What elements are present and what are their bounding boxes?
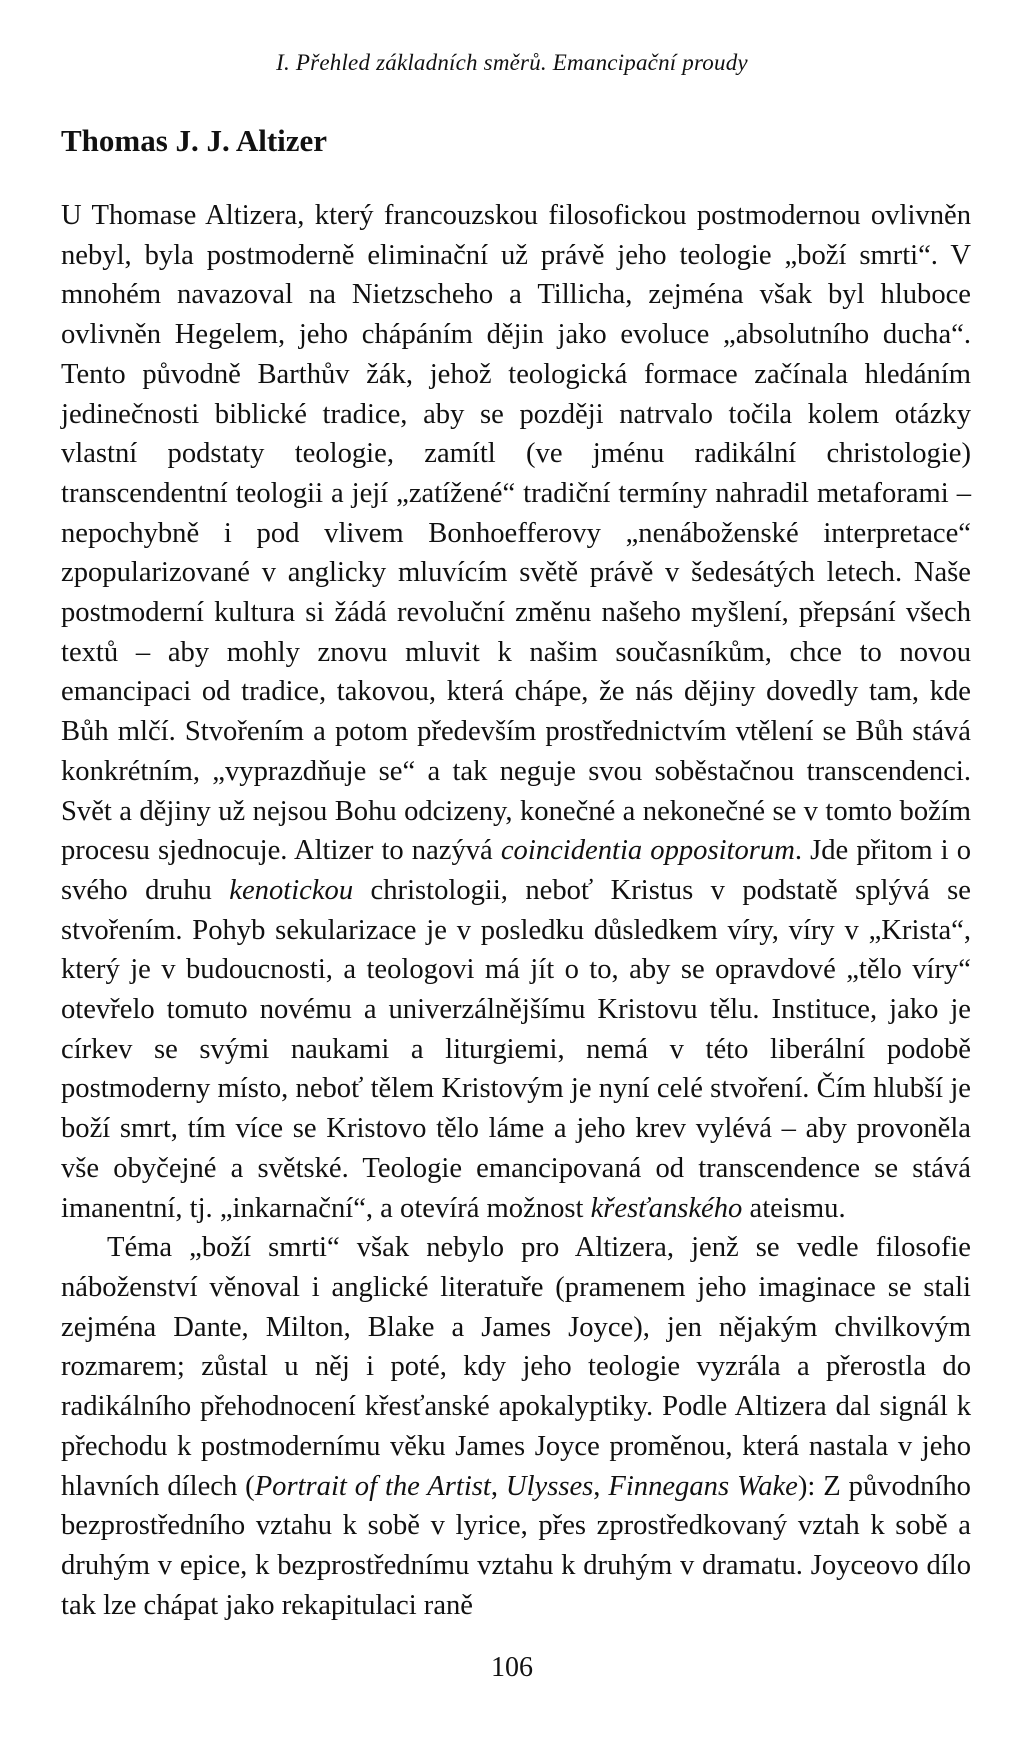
text-run: ateismu. [742,1192,846,1224]
body-text [61,196,971,1625]
section-heading: Thomas J. J. Altizer [61,123,328,158]
text-run: ): Z původního bezprostředního vztahu k sobě v lyrice, přes zprostředkovaný vztah k sobě a druhým v epice, k bezprostřednímu vztahu k druhým v dramatu. Joyceovo dílo tak lze chápat jako rekapitulaci raně [61,1470,971,1621]
text-run-italic: křesťanského [590,1192,743,1224]
text-run: U Thomase Altizera, který francouzskou filosofickou postmodernou ovlivněn nebyl, byla postmoderně eliminační už právě jeho teologie „boží smrti“. V mnohém navazoval na Nietzscheho a Tillicha, zejména však byl hluboce ovlivněn Hegelem, jeho chápáním dějin jako evoluce „absolutního ducha“. Tento původně Barthův žák, jehož teologická formace začínala hledáním jedinečnosti biblické tradice, aby se později natrvalo točila kolem otázky vlastní podstaty teologie, zamítl (ve jménu radikální christologie) transcendentní teologii a její „zatížené“ tradiční termíny nahradil metaforami – nepochybně i pod vlivem Bonhoefferovy „nenáboženské interpretace“ zpopularizované v anglicky mluvícím světě právě v šedesátých letech. Naše postmoderní kultura si žádá revoluční změnu našeho myšlení, přepsání všech textů – aby mohly znovu mluvit k našim současníkům, chce to novou emancipaci od tradice, takovou, která chápe, že nás dějiny dovedly tam, kde Bůh mlčí. Stvořením a potom především prostřednictvím vtělení se Bůh stává konkrétním, „vyprazdňuje se“ a tak neguje svou soběstačnou transcendenci. Svět a dějiny už nejsou Bohu odcizeny, konečné a nekonečné se v tomto božím procesu sjednocuje. Altizer to nazývá [61,200,971,867]
text-run-italic: kenotickou [229,874,354,906]
text-run-italic: Finnegans Wake [608,1470,798,1502]
text-run-italic: Ulysses [505,1470,594,1502]
text-run: , [593,1470,609,1502]
text-run-italic: coincidentia oppositorum [500,835,795,867]
paragraph-2 [61,1228,971,1625]
text-run: Téma „boží smrti“ však nebylo pro Altizera, jenž se vedle filosofie náboženství věnoval i anglické literatuře (pramenem jeho imaginace se stali zejména Dante, Milton, Blake a James Joyce), jen nějakým chvilkovým rozmarem; zůstal u něj i poté, kdy jeho teologie vyzrála a přerostla do radikálního přehodnocení křesťanské apokalyptiky. Podle Altizera dal signál k přechodu k postmodernímu věku James Joyce proměnou, která nastala v jeho hlavních dílech ( [61,1232,971,1502]
page-number: 106 [491,1652,533,1683]
text-run: christologii, neboť Kristus v podstatě splývá se stvořením. Pohyb sekularizace je v posledku důsledkem víry, víry v „Krista“, který je v budoucnosti, a teologovi má jít o to, aby se opravdové „tělo víry“ otevřelo tomuto novému a univerzálnějšímu Kristovu tělu. Instituce, jako je církev se svými naukami a liturgiemi, nemá v této liberální podobě postmoderny místo, neboť tělem Kristovým je nyní celé stvoření. Čím hlubší je boží smrt, tím více se Kristovo tělo láme a jeho krev vylévá – aby provoněla vše obyčejné a světské. Teologie emancipovaná od transcendence se stává imanentní, tj. „inkarnační“, a otevírá možnost [61,874,971,1224]
paragraph-1 [61,196,971,1228]
text-run: . Jde přitom i o svého druhu [61,835,971,906]
text-run-italic: Portrait of the Artist [254,1470,491,1502]
text-run: , [490,1470,506,1502]
running-header: I. Přehled základních směrů. Emancipační proudy [276,50,748,75]
